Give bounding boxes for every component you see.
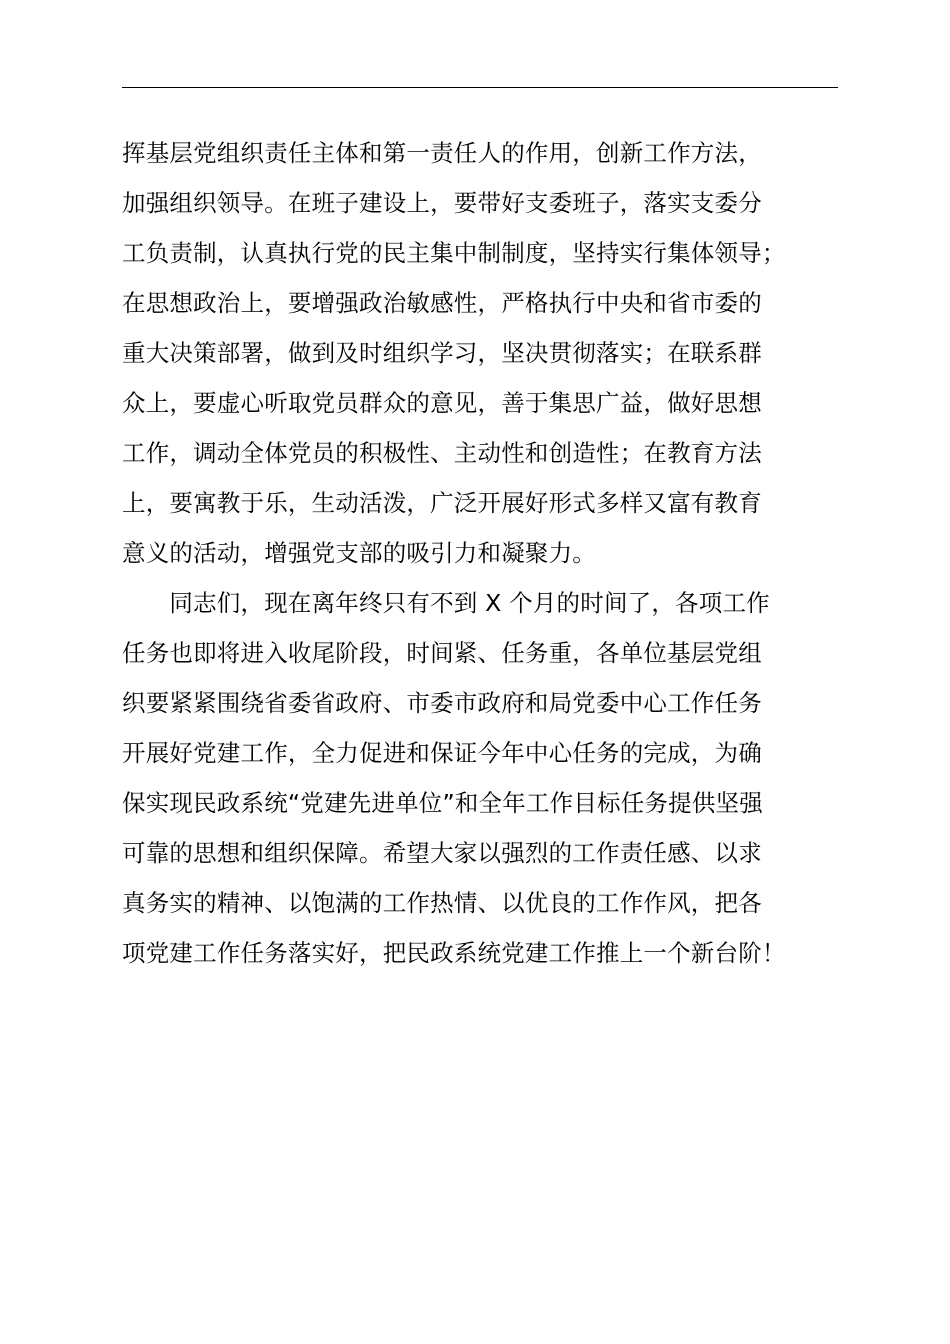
text-line: 在思想政治上，要增强政治敏感性，严格执行中央和省市委的: [122, 289, 762, 317]
text-line: 可靠的思想和组织保障。希望大家以强烈的工作责任感、以求: [122, 839, 762, 867]
text-line: 任务也即将进入收尾阶段，时间紧、任务重，各单位基层党组: [122, 639, 762, 667]
text-line: 工负责制，认真执行党的民主集中制制度，坚持实行集体领导；: [122, 239, 786, 267]
text-line: 重大决策部署，做到及时组织学习，坚决贯彻落实；在联系群: [122, 339, 762, 367]
text-line: 加强组织领导。在班子建设上，要带好支委班子，落实支委分: [122, 189, 762, 217]
text-line: 意义的活动，增强党支部的吸引力和凝聚力。: [122, 539, 596, 567]
text-line: 保实现民政系统“党建先进单位”和全年工作目标任务提供坚强: [122, 789, 763, 817]
text-line: 上，要寓教于乐，生动活泼，广泛开展好形式多样又富有教育: [122, 489, 762, 517]
text-line: 工作，调动全体党员的积极性、主动性和创造性；在教育方法: [122, 439, 762, 467]
text-line: 众上，要虚心听取党员群众的意见，善于集思广益，做好思想: [122, 389, 762, 417]
text-line: 织要紧紧围绕省委省政府、市委市政府和局党委中心工作任务: [122, 689, 762, 717]
header-rule: [122, 87, 838, 88]
text-line: 真务实的精神、以饱满的工作热情、以优良的工作作风，把各: [122, 889, 762, 917]
text-line: 挥基层党组织责任主体和第一责任人的作用，创新工作方法，: [122, 139, 762, 167]
body-text: [122, 128, 862, 978]
text-line: 同志们，现在离年终只有不到 X 个月的时间了，各项工作: [122, 589, 770, 617]
text-line: 开展好党建工作，全力促进和保证今年中心任务的完成，为确: [122, 739, 762, 767]
text-line: 项党建工作任务落实好，把民政系统党建工作推上一个新台阶！: [122, 939, 786, 967]
